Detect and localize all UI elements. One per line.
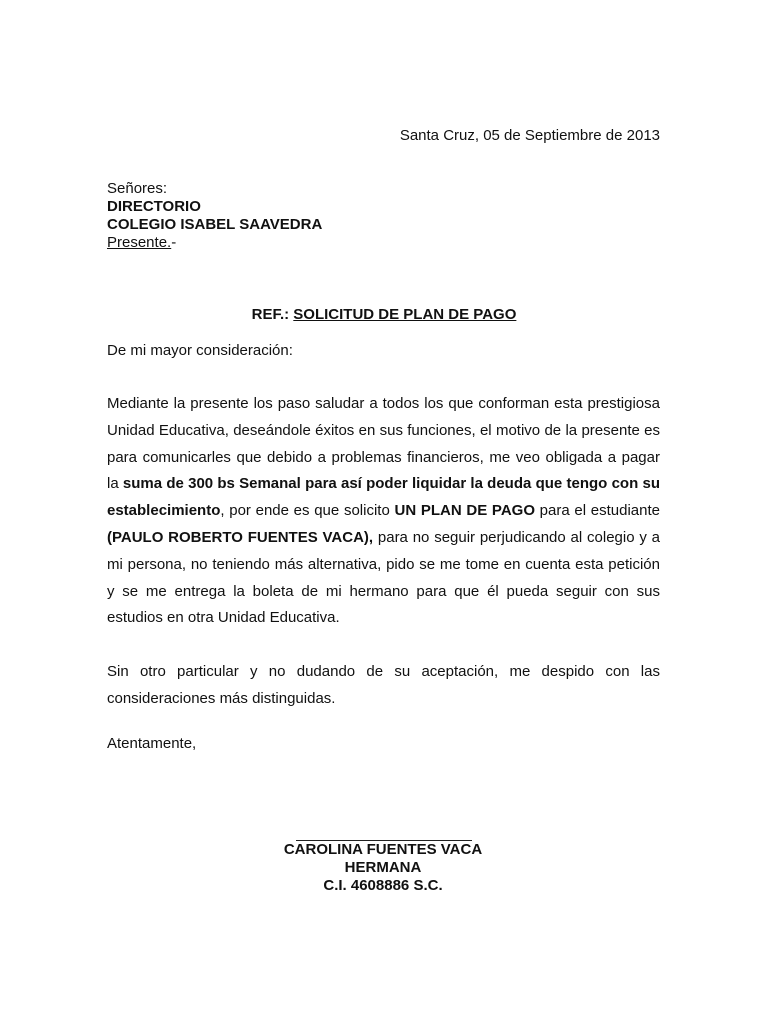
presente-text: Presente.: [107, 234, 172, 251]
body-text-3: para el estudiante: [534, 502, 660, 520]
reference-line: [0, 305, 768, 325]
body-bold-student: (PAULO ROBERTO FUENTES VACA),: [107, 528, 374, 546]
addressee-presente: [107, 234, 322, 252]
body-paragraph: [107, 391, 660, 632]
signature-block: [0, 841, 766, 895]
addressee-salutation: Señores:: [107, 180, 168, 197]
greeting: De mi mayor consideración:: [107, 342, 293, 359]
body-bold-amount: suma de 300 bs Semanal para así poder liquidar la deuda que tengo con su establecimiento: [107, 475, 660, 520]
body-text-1: Mediante la presente los paso saludar a todos los que conforman esta prestigiosa Unidad Educativa, deseándole éxitos en sus funciones, el motivo de la presente es para comunicarles que debido a problemas financieros, me veo obligada a pagar la: [107, 395, 660, 493]
presente-suffix: -: [171, 234, 177, 251]
reference-label: REF.:: [251, 306, 290, 323]
signature-id: C.I. 4608886 S.C.: [323, 877, 443, 894]
body-text-4: para no seguir perjudicando al colegio y a mi persona, no teniendo más alternativa, pido se me tome en cuenta esta petición y se me entrega la boleta de mi hermano para que él pueda seguir con sus estudios en otra Unidad Educativa.: [107, 528, 660, 627]
farewell: Atentamente,: [107, 735, 197, 752]
signature-name: CAROLINA FUENTES VACA: [283, 841, 483, 858]
addressee-line-directorio: DIRECTORIO: [107, 198, 201, 215]
body-text-2: , por ende es que solicito: [220, 502, 395, 520]
addressee-block: [107, 180, 322, 252]
closing-paragraph: Sin otro particular y no dudando de su aceptación, me despido con las consideraciones más distinguidas.: [107, 663, 660, 707]
addressee-line-school: COLEGIO ISABEL SAAVEDRA: [107, 216, 323, 233]
signature-role: HERMANA: [344, 859, 422, 876]
letter-date: Santa Cruz, 05 de Septiembre de 2013: [399, 127, 660, 144]
body-bold-plan: UN PLAN DE PAGO: [394, 502, 535, 520]
reference-subject: SOLICITUD DE PLAN DE PAGO: [293, 306, 517, 323]
